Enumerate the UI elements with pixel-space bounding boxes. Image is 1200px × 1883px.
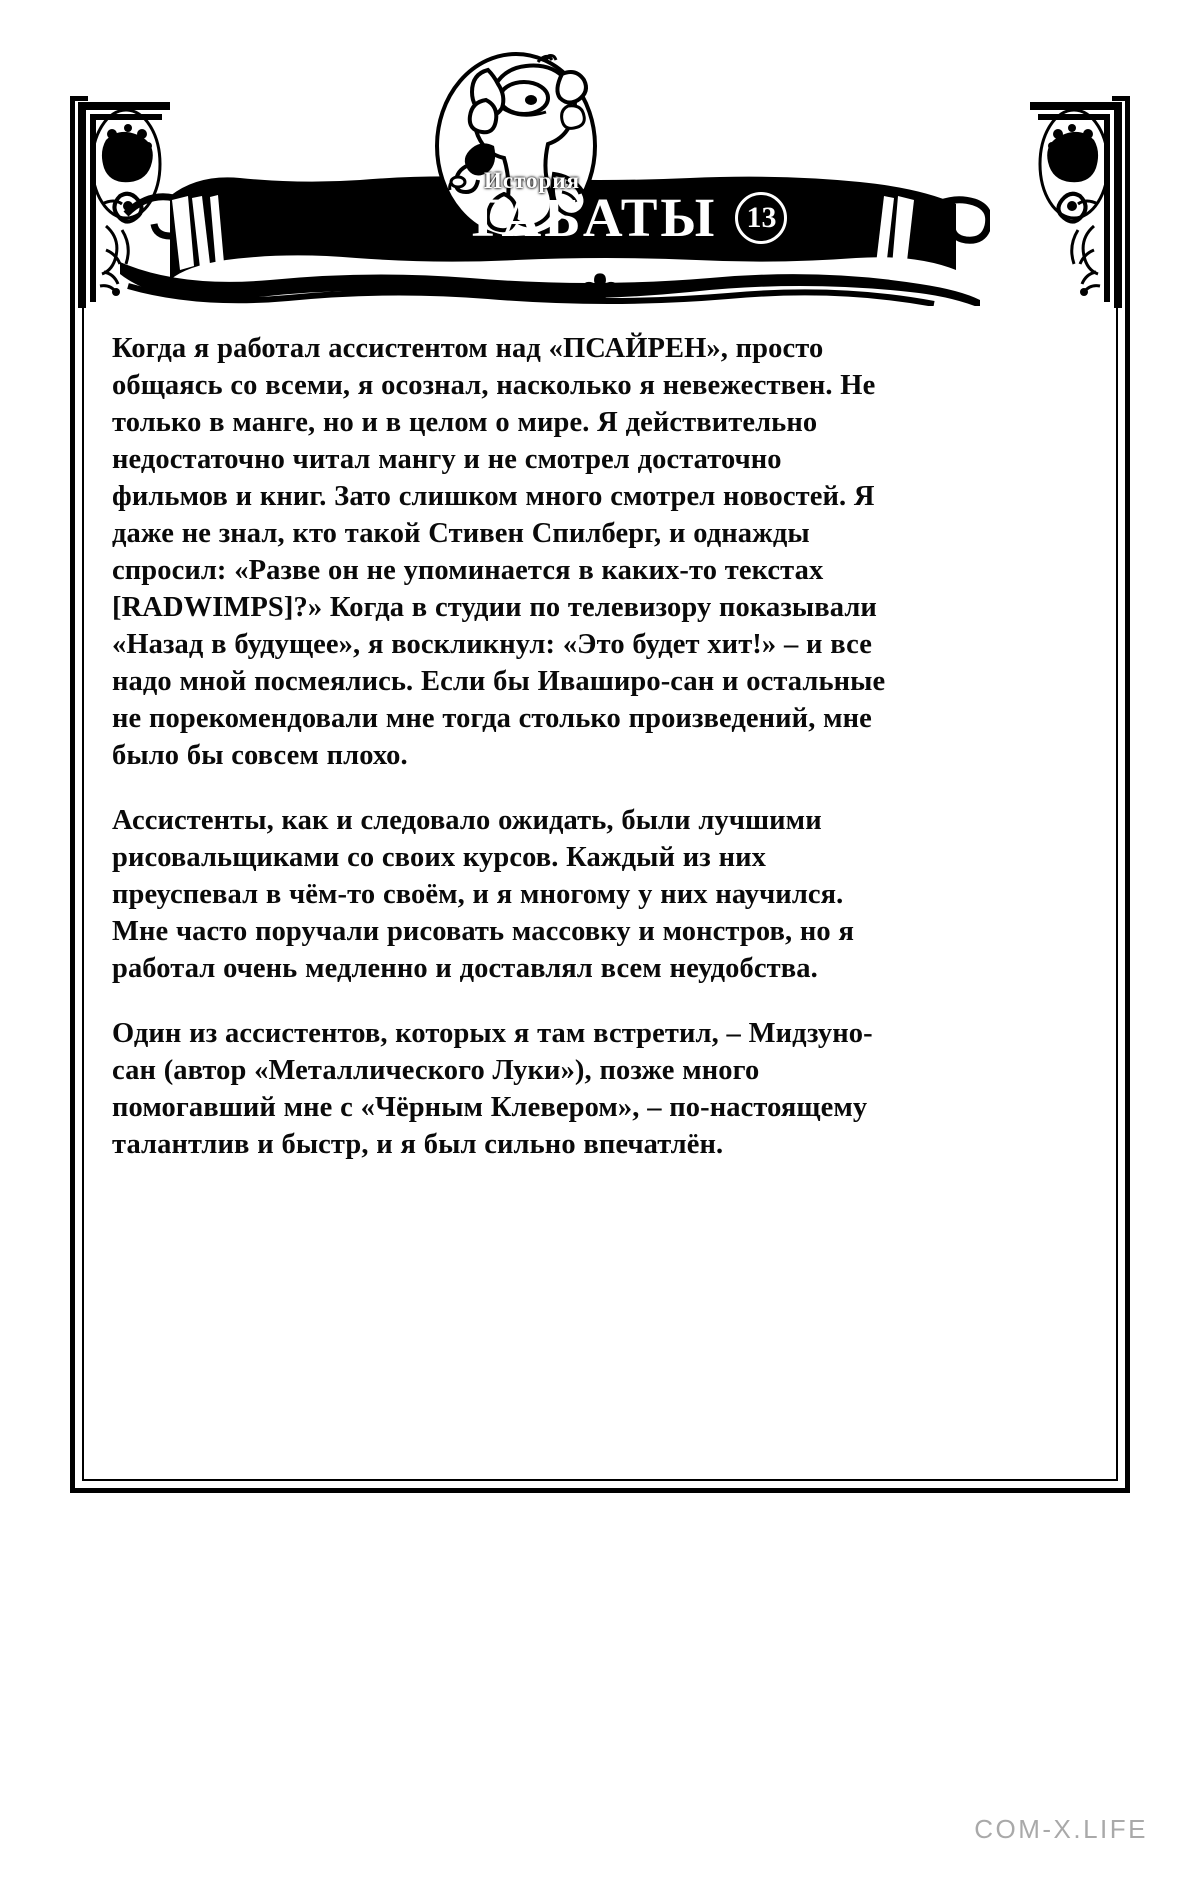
afterword-body (112, 330, 902, 1163)
bird-creature-emblem-icon (432, 48, 600, 244)
paragraph: Один из ассистентов, которых я там встретил, – Мидзуно-сан (автор «Металлического Луки»), позже много помогавший мне с «Чёрным Клевером», – по-настоящему талантлив и быстр, и я был сильно впечатлён. (112, 1018, 873, 1160)
clover-flower-divider-icon (0, 270, 1200, 311)
banner-title: ТАБАТЫ (464, 187, 718, 248)
paragraph: Когда я работал ассистентом над «ПСАЙРЕН», просто общаясь со всеми, я осознал, насколько я невежествен. Не только в манге, но и в целом о мире. Я действительно недостаточно читал мангу и не смотрел достаточно фильмов и книг. Зато слишком много смотрел новостей. Я даже не знал, кто такой Стивен Спилберг, и однажды спросил: «Разве он не упоминается в каких-то текстах [RADWIMPS]?» Когда в студии по телевизору показывали «Назад в будущее», я воскликнул: «Это будет хит!» – и все надо мной посмеялись. Если бы Иваширо-сан и остальные не порекомендовали мне тогда столько произведений, мне было бы совсем плохо. (112, 333, 886, 771)
paragraph: Ассистенты, как и следовало ожидать, были лучшими рисовальщиками со своих курсов. Каждый из них преуспевал в чём-то своём, и я многому у них научился. Мне часто поручали рисовать массовку и монстров, но я работал очень медленно и доставлял всем неудобства. (112, 805, 855, 984)
banner-subtitle: История (483, 168, 581, 193)
chapter-number-badge: 13 (735, 192, 787, 244)
site-watermark: COM-X.LIFE (974, 1814, 1148, 1844)
